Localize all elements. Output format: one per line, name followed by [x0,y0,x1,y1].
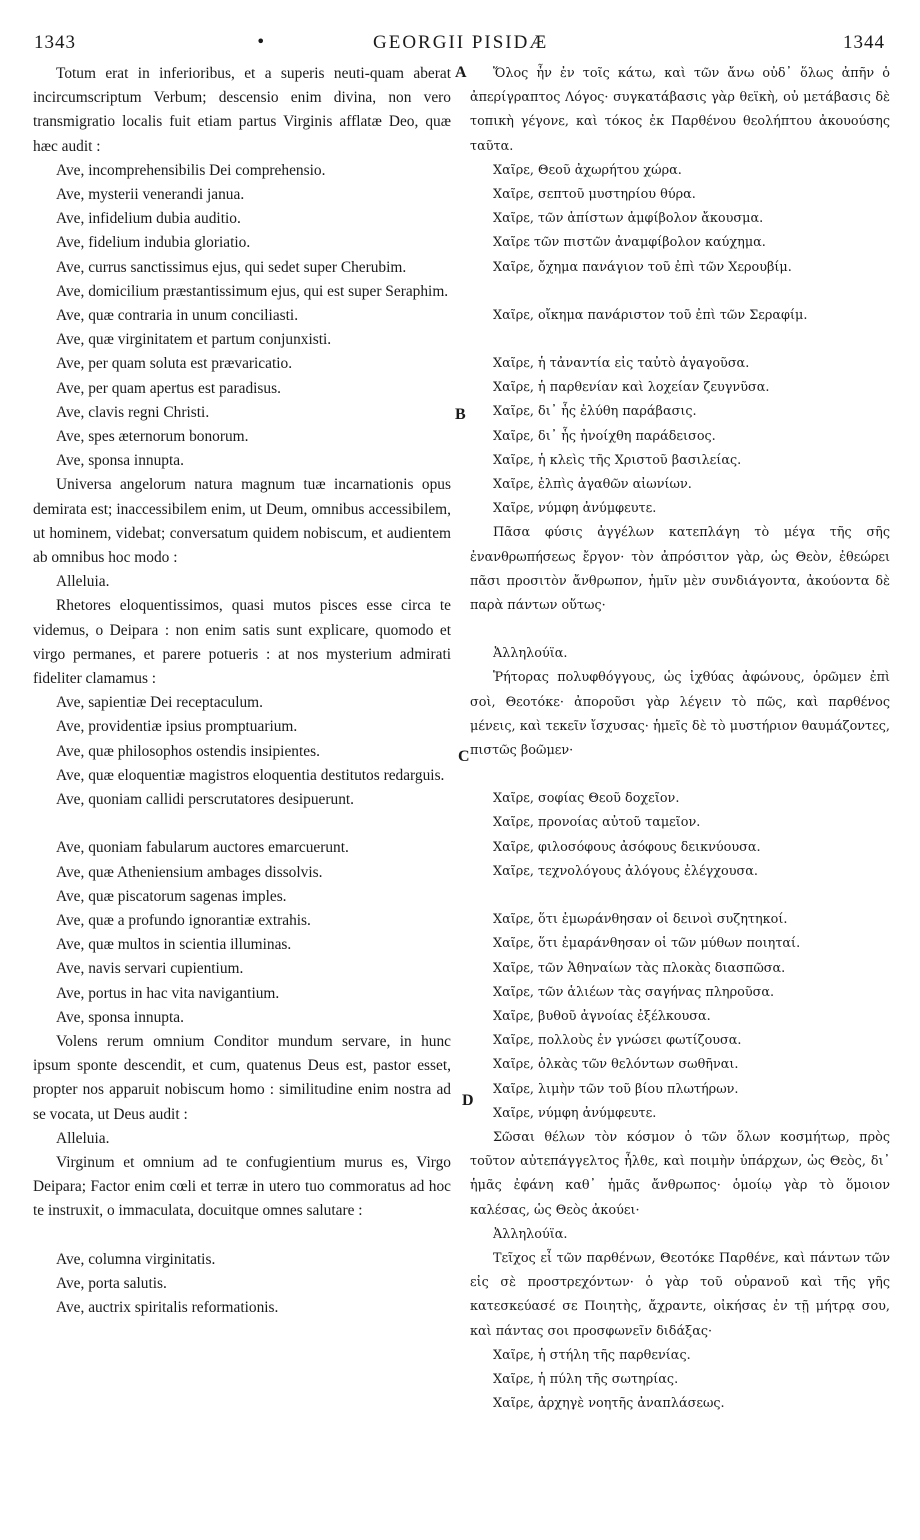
paragraph: Χαῖρε, ὅτι ἐμωράνθησαν οἱ δεινοὶ συζητηκοί. [493,912,788,928]
verse-line: Χαῖρε, νύμφη ἀνύμφευτε. [493,501,657,517]
verse-line: Χαῖρε, δι᾽ ἧς ἐλύθη παράβασις. [493,404,697,420]
blank-line [470,884,890,908]
paragraph: Rhetores eloquentissimos, quasi mutos pisces esse circa te videmus, o Deipara : non enim satis sunt explicare, quomodo et virgo permanes, et parere potueris : at nos mysterium admirati fideliter clamamus : [33,597,451,688]
verse-line: Alleluia. [56,1129,110,1147]
verse-line: Ave, infidelium dubia auditio. [56,210,241,228]
verse-line: Χαῖρε, ἡ τἀναντία εἰς ταὐτὸ ἀγαγοῦσα. [493,356,750,372]
verse-line: Ave, quæ Atheniensium ambages dissolvis. [56,863,323,881]
verse-line: Alleluia. [56,573,110,591]
paragraph: Ave, quæ eloquentiæ magistros eloquentia destitutos redarguis. [56,766,445,784]
verse-line: Χαῖρε, ὁλκὰς τῶν θελόντων σωθῆναι. [493,1057,739,1073]
paragraph: Ὅλος ἦν ἐν τοῖς κάτω, καὶ τῶν ἄνω οὐδ᾽ ὅλως ἀπῆν ὁ ἀπερίγραπτος Λόγος· συγκατάβασις γὰρ θεϊκὴ, οὐ μετάβασις δὲ τοπικὴ γέγονε, καὶ τόκος ἐκ Παρθένου θεολήπτου ἀκουούσης ταῦτα. [470,66,890,154]
section-marker-c: C [458,748,470,765]
verse-line: Χαῖρε, ἡ παρθενίαν καὶ λοχείαν ζευγνῦσα. [493,380,770,396]
verse-line: Ave, per quam apertus est paradisus. [56,379,281,397]
paragraph: Πᾶσα φύσις ἀγγέλων κατεπλάγη τὸ μέγα τῆς σῆς ἐνανθρωπήσεως ἔργον· τὸν ἀπρόσιτον γὰρ, ὡς Θεὸν, ἐθεώρει πᾶσι προσιτὸν ἄνθρωπον, ἡμῖν μὲν συνδιάγοντα, ἀκούοντα δὲ παρὰ πάντων οὕτως· [470,525,890,614]
verse-line: Χαῖρε, τῶν ἀπίστων ἀμφίβολον ἄκουσμα. [493,211,764,227]
blank-line [470,763,890,787]
verse-line: Ave, incomprehensibilis Dei comprehensio. [56,161,326,179]
verse-line: Ave, sapientiæ Dei receptaculum. [56,694,263,712]
verse-line: Χαῖρε, προνοίας αὐτοῦ ταμεῖον. [493,815,701,831]
verse-line: Ἀλληλούϊα. [493,646,568,662]
verse-line: Ave, portus in hac vita navigantium. [56,984,280,1002]
verse-line: Ave, quoniam callidi perscrutatores desipuerunt. [56,791,355,809]
verse-line: Χαῖρε, ἡ κλεὶς τῆς Χριστοῦ βασιλείας. [493,452,742,468]
running-title: GEORGII PISIDÆ [373,32,549,53]
paragraph: Universa angelorum natura magnum tuæ incarnationis opus demirata est; inaccessibilem enim, ut Deum, omnibus accessibilem, ut hominem, videbat; conversatum quidem nobiscum, et audientem ab omnibus hoc modo : [33,476,451,567]
verse-line: Ave, sponsa innupta. [56,452,184,470]
verse-line: Χαῖρε, πολλοὺς ἐν γνώσει φωτίζουσα. [493,1033,742,1049]
verse-line: Χαῖρε, τῶν Ἀθηναίων τὰς πλοκὰς διασπῶσα. [493,960,786,976]
verse-line: Ave, mysterii venerandi janua. [56,186,245,204]
verse-line: Ave, auctrix spiritalis reformationis. [56,1298,279,1316]
paragraph: Virginum et omnium ad te confugientium murus es, Virgo Deipara; Factor enim cœli et terræ in utero tuo commoratus ad hoc te instruxit, o immaculata, docuitque omnes salutare : [33,1153,451,1220]
verse-line: Χαῖρε, φιλοσόφους ἀσόφους δεικνύουσα. [493,839,761,855]
verse-line: Ave, columna virginitatis. [56,1250,216,1268]
page-number-left: 1343 [34,32,76,53]
verse-line: Χαῖρε, οἴκημα πανάριστον τοῦ ἐπὶ τῶν Σεραφίμ. [493,307,808,323]
header-dot: • [256,32,266,51]
verse-line: Χαῖρε, τεχνολόγους ἀλόγους ἐλέγχουσα. [493,863,758,879]
verse-line: Ave, quæ multos in scientia illuminas. [56,936,292,954]
paragraph: Volens rerum omnium Conditor mundum servare, in hunc ipsum sponte descendit, et cum, quatenus Deus est, pastor esset, propter nos apparuit nobiscum homo : similitudine enim nostra ad se vocata, ut Deus audit : [33,1032,451,1123]
paragraph: Ave, domicilium præstantissimum ejus, qui est super Seraphim. [56,282,449,300]
verse-line: Χαῖρε, ἀρχηγὲ νοητῆς ἀναπλάσεως. [493,1396,725,1412]
blank-line [470,618,890,642]
verse-line: Ἀλληλούϊα. [493,1226,568,1242]
verse-line: Χαῖρε, ἡ στήλη τῆς παρθενίας. [493,1347,691,1363]
verse-line: Ave, spes æternorum bonorum. [56,428,249,446]
latin-column [33,62,451,1320]
verse-line: Χαῖρε, σοφίας Θεοῦ δοχεῖον. [493,791,680,807]
paragraph: Ave, currus sanctissimus ejus, qui sedet super Cherubim. [56,258,407,276]
verse-line: Ave, clavis regni Christi. [56,403,210,421]
verse-line: Χαῖρε τῶν πιστῶν ἀναμφίβολον καύχημα. [493,235,766,251]
verse-line: Ave, per quam soluta est prævaricatio. [56,355,293,373]
page-number-right: 1344 [843,32,885,53]
paragraph: Τεῖχος εἶ τῶν παρθένων, Θεοτόκε Παρθένε, καὶ πάντων τῶν εἰς σὲ προστρεχόντων· ὁ γὰρ τοῦ οὐρανοῦ καὶ τῆς γῆς κατεσκεύασέ σε Ποιητὴς, ἄχραντε, οἰκήσας ἐν τῇ μήτρᾳ σου, καὶ πάντας σοι προσφωνεῖν διδάξας· [470,1250,890,1339]
verse-line: Ave, quæ virginitatem et partum conjunxisti. [56,331,332,349]
greek-column [470,62,890,1416]
paragraph: Totum erat in inferioribus, et a superis neuti-quam aberat incircumscriptum Verbum; descensio enim divina, non vero transmigratio localis fuit etiam partus Virginis afflatæ Deo, quæ hæc audit : [33,65,451,155]
verse-line: Ave, quæ a profundo ignorantiæ extrahis. [56,911,311,929]
verse-line: Ave, quæ piscatorum sagenas imples. [56,887,287,905]
verse-line: Ave, navis servari cupientium. [56,960,244,978]
section-marker-a: A [455,64,467,81]
verse-line: Χαῖρε, ὄχημα πανάγιον τοῦ ἐπὶ τῶν Χερουβίμ. [493,259,792,275]
verse-line: Ave, fidelium indubia gloriatio. [56,234,251,252]
verse-line: Χαῖρε, λιμὴν τῶν τοῦ βίου πλωτήρων. [493,1081,739,1097]
section-marker-d: D [462,1092,474,1109]
verse-line: Χαῖρε, δι᾽ ἧς ἠνοίχθη παράδεισος. [493,428,716,444]
verse-line: Ave, quoniam fabularum auctores emarcuerunt. [56,839,349,857]
verse-line: Χαῖρε, ἡ πύλη τῆς σωτηρίας. [493,1371,679,1387]
verse-line: Ave, sponsa innupta. [56,1008,184,1026]
verse-line: Χαῖρε, ὅτι ἐμαράνθησαν οἱ τῶν μύθων ποιηταί. [493,936,801,952]
verse-line: Χαῖρε, τῶν ἁλιέων τὰς σαγήνας πληροῦσα. [493,984,775,1000]
paragraph: Σῶσαι θέλων τὸν κόσμον ὁ τῶν ὅλων κοσμήτωρ, πρὸς τοῦτον αὐτεπάγγελτος ἦλθε, καὶ ποιμὴν ὑπάρχων, ὡς Θεὸς, δι᾽ ἡμᾶς ἐφάνη καθ᾽ ἡμᾶς ἄνθρωπος· ὁμοίῳ γὰρ τὸ ὅμοιον καλέσας, ὡς Θεὸς ἀκούει· [470,1129,890,1218]
verse-line: Ave, quæ philosophos ostendis insipientes. [56,742,320,760]
blank-line [470,328,890,352]
verse-line: Ave, quæ contraria in unum conciliasti. [56,307,299,325]
blank-line [470,280,890,304]
paragraph: Ῥήτορας πολυφθόγγους, ὡς ἰχθύας ἀφώνους, ὁρῶμεν ἐπὶ σοὶ, Θεοτόκε· ἀποροῦσι γὰρ λέγειν τὸ πῶς, καὶ παρθένος μένεις, καὶ τεκεῖν ἴσχυσας· ἡμεῖς δὲ τὸ μυστήριον θαυμάζοντες, πιστῶς βοῶμεν· [470,670,890,759]
section-marker-b: B [455,406,466,423]
verse-line: Χαῖρε, ἐλπὶς ἀγαθῶν αἰωνίων. [493,477,692,493]
blank-line [33,812,451,836]
verse-line: Ave, porta salutis. [56,1274,167,1292]
verse-line: Χαῖρε, σεπτοῦ μυστηρίου θύρα. [493,187,696,203]
blank-line [33,1224,451,1248]
verse-line: Χαῖρε, βυθοῦ ἀγνοίας ἐξέλκουσα. [493,1008,711,1024]
verse-line: Χαῖρε, νύμφη ἀνύμφευτε. [493,1105,657,1121]
verse-line: Ave, providentiæ ipsius promptuarium. [56,718,298,736]
verse-line: Χαῖρε, Θεοῦ ἀχωρήτου χώρα. [493,162,682,178]
